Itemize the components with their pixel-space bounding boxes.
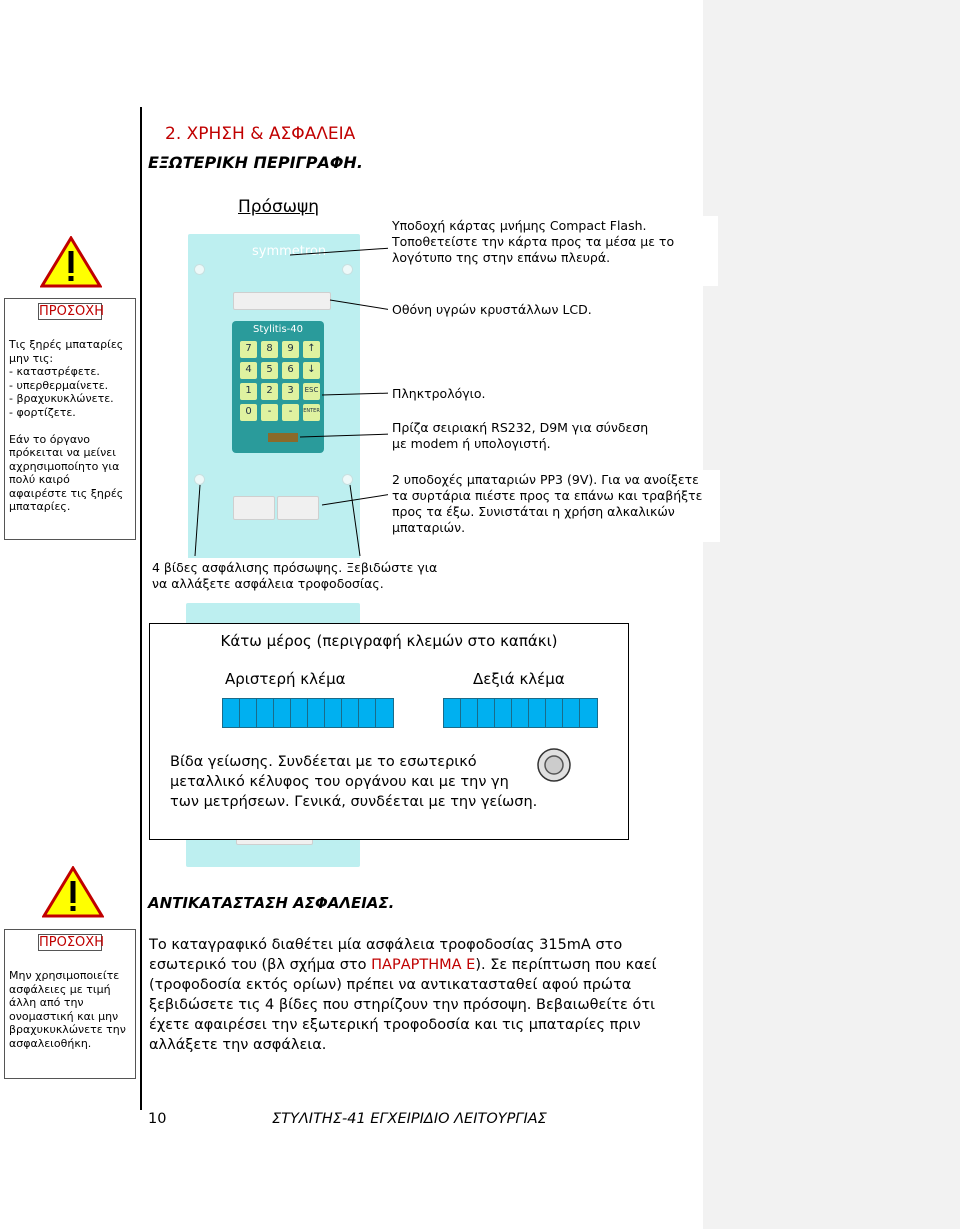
key-esc: ESC (303, 383, 320, 400)
warning-text: Τις ξηρές μπαταρίες μην τις: - καταστρέφετε. - υπερθερμαίνετε. - βραχυκυκλώνετε. - φορτίζετε. Εάν το όργανο πρόκειται να μείνει αχρησιμοποίητο για πολύ καιρό αφαιρέστε τις ξηρές μπαταρίες. (9, 338, 124, 513)
bottom-box-title: Κάτω μέρος (περιγραφή κλεμών στο καπάκι) (220, 632, 558, 650)
section-title: 2. ΧΡΗΣΗ & ΑΣΦΑΛΕΙΑ (165, 124, 356, 144)
left-terminal-label: Αριστερή κλέμα (225, 670, 346, 688)
key-5: 5 (261, 362, 278, 379)
warning-title: ΠΡΟΣΟΧΗ (39, 304, 104, 319)
warning-triangle-icon (42, 866, 104, 918)
key-1: 1 (240, 383, 257, 400)
front-view-label: Πρόσωψη (238, 197, 319, 217)
callout-batteries: 2 υποδοχές μπαταριών PP3 (9V). Για να ανοίξετε τα συρτάρια πιέστε προς τα επάνω και τραβήξτε προς τα έξω. Συνιστάται η χρήση αλκαλικών μπαταριών. (388, 470, 720, 542)
page-margin-panel (703, 0, 960, 1229)
device-brand: symmetron (252, 244, 327, 259)
key-7: 7 (240, 341, 257, 358)
key-6: 6 (282, 362, 299, 379)
warning-box-fuse (4, 929, 136, 1079)
warning-text: Μην χρησιμοποιείτε ασφάλειες με τιμή άλλη από την ονομαστική και μην βραχυκυκλώνετε την ασφαλειοθήκη. (9, 969, 126, 1050)
key-9: 9 (282, 341, 299, 358)
terminal-pin (375, 698, 394, 728)
key-4: 4 (240, 362, 257, 379)
callout-card-slot: Υποδοχή κάρτας μνήμης Compact Flash. Τοποθετείστε την κάρτα προς τα μέσα με το λογότυπο της στην επάνω πλευρά. (388, 216, 718, 286)
ground-screw-text: Βίδα γείωσης. Συνδέεται με το εσωτερικό μεταλλικό κέλυφος του οργάνου και με την γη των μετρήσεων. Γενικά, συνδέεται με την γείωση. (170, 754, 538, 810)
right-terminal-label: Δεξιά κλέμα (473, 670, 565, 688)
page-subtitle: ΕΞΩΤΕΡΙΚΗ ΠΕΡΙΓΡΑΦΗ. (148, 153, 363, 172)
callout-screws: 4 βίδες ασφάλισης πρόσωψης. Ξεβιδώστε για να αλλάξετε ασφάλεια τροφοδοσίας. (148, 558, 452, 594)
terminal-pin (579, 698, 598, 728)
callout-keyboard: Πληκτρολόγιο. (388, 384, 596, 404)
fuse-text-before: Το καταγραφικό διαθέτει μία ασφάλεια τροφοδοσίας 315mA στο εσωτερικό του (βλ σχήμα στο (149, 937, 623, 973)
callout-serial: Πρίζα σειριακή RS232, D9M για σύνδεση με modem ή υπολογιστή. (388, 418, 656, 454)
bottom-terminals-box (149, 623, 629, 840)
key-up: ↑ (303, 341, 320, 358)
key-dash: - (261, 404, 278, 421)
device-model: Stylitis-40 (253, 324, 303, 335)
fuse-paragraph (149, 935, 689, 1055)
ground-screw-icon (536, 747, 572, 783)
key-down: ↓ (303, 362, 320, 379)
key-0: 0 (240, 404, 257, 421)
appendix-link[interactable]: ΠΑΡΑΡΤΗΜΑ Ε (371, 957, 476, 973)
footer-doc-title: ΣΤΥΛΙΤΗΣ-41 ΕΓΧΕΙΡΙΔΙΟ ΛΕΙΤΟΥΡΓΙΑΣ (272, 1111, 547, 1127)
page-number: 10 (148, 1111, 167, 1127)
key-3: 3 (282, 383, 299, 400)
key-dash: - (282, 404, 299, 421)
key-2: 2 (261, 383, 278, 400)
key-8: 8 (261, 341, 278, 358)
fuse-text-after: ). Σε περίπτωση που καεί (τροφοδοσία εκτός ορίων) πρέπει να αντικατασταθεί αφού πρώτα ξεβιδώσετε τις 4 βίδες που στηρίζουν την πρόσοψη. Βεβαιωθείτε ότι έχετε αφαιρέσει την εξωτερική τροφοδοσία και τις μπαταρίες πριν αλλάξετε την ασφάλεια. (149, 957, 657, 1053)
warning-title: ΠΡΟΣΟΧΗ (39, 935, 104, 950)
fuse-heading: ΑΝΤΙΚΑΤΑΣΤΑΣΗ ΑΣΦΑΛΕΙΑΣ. (148, 894, 395, 912)
callout-lcd: Οθόνη υγρών κρυστάλλων LCD. (388, 300, 656, 320)
key-enter: ENTER (303, 404, 320, 421)
